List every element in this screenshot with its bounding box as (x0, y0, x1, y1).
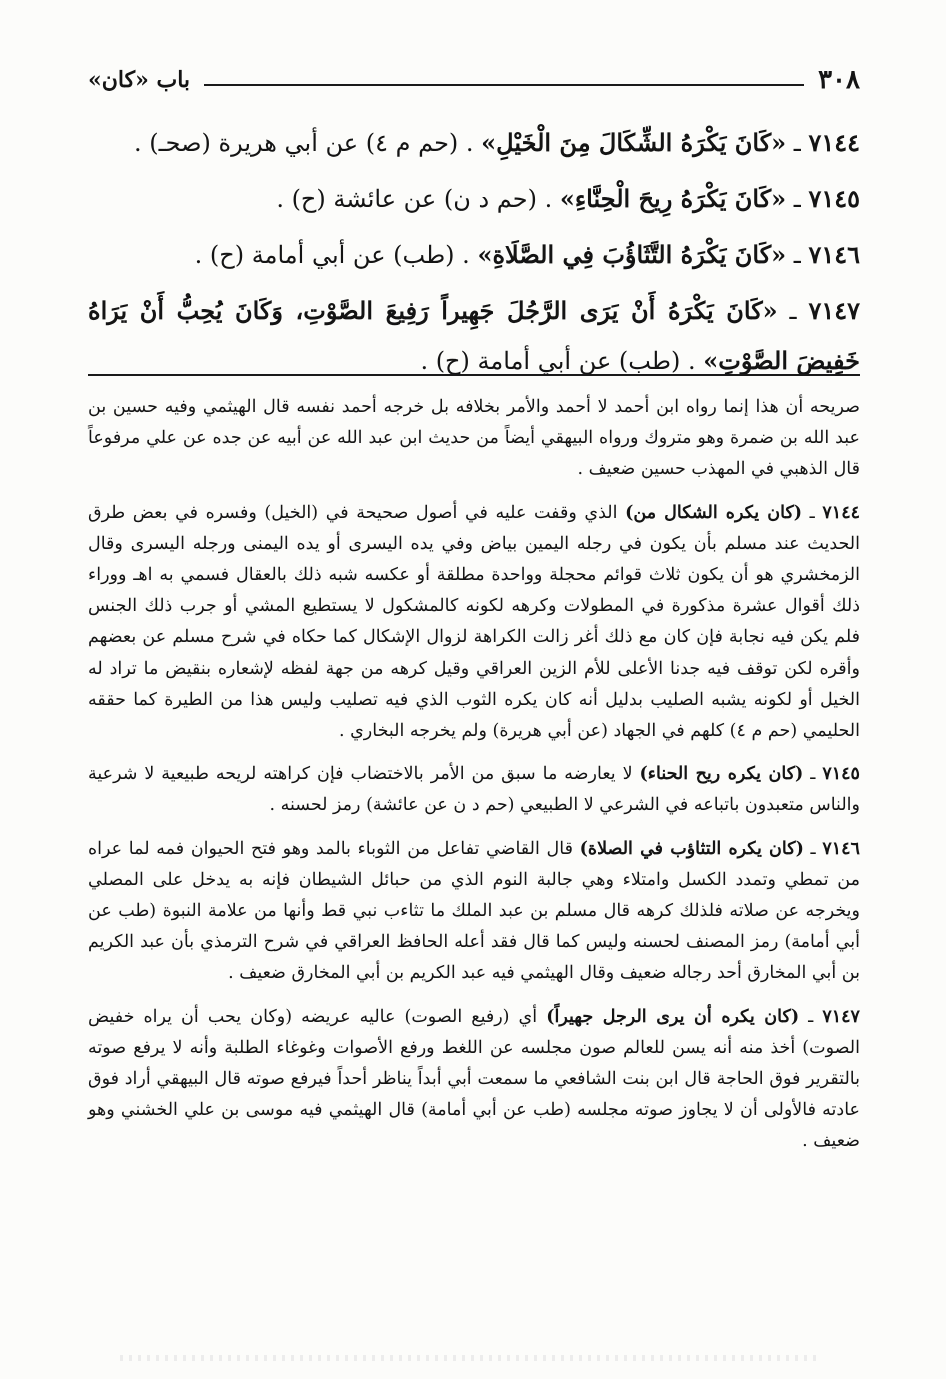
footnote-text: أي (رفيع الصوت) عاليه عريضه (وكان يحب أن يراه خفيض الصوت) أخذ منه أنه يسن للعالم صون مجلسه عن اللغط ورفع الأصوات وغوغاء الطلبة وأنه لا يرفع صوته بالتقرير فوق الحاجة قال ابن بنت الشافعي ما سمعت أبي أبداً يناظر أحداً فيرفع صوته قال البيهقي أراد فوق عادته فالأولى أن لا يجاوز صوته مجلسه (طب عن أبي أمامة) قال الهيثمي فيه موسى بن علي الخشني وهو ضعيف . (88, 1006, 860, 1152)
footnote-lemma: (كان يكره الشكال من) (625, 502, 803, 523)
hadith-number: ٧١٤٧ (808, 296, 860, 325)
page-number: ٣٠٨ (818, 65, 860, 95)
hadith-source: . (حم م ٤) عن أبي هريرة (صحـ) . (133, 129, 474, 157)
hadith-text: «كَانَ يَكْرَهُ الشِّكَالَ مِنَ الْخَيْلِ» (481, 128, 787, 157)
footnote: ٧١٤٤ ـ (كان يكره الشكال من) الذي وقفت عليه في أصول صحيحة في (الخيل) وفسره في بعض طرق الحديث عند مسلم بأن يكون في رجله اليمين بياض وفي يده اليسرى أو يده اليمنى ورجله اليسرى وقال الزمخشري هو أن يكون ثلاث قوائم محجلة وواحدة مطلقة أو عكسه شبه ذلك بالعقال فسمي به اهـ ووراء ذلك أقوال عشرة مذكورة في المطولات وكرهه لكونه كالمشكول لا يستطيع المشي أو جرب ذلك الجنس فلم يكن فيه نجابة فإن كان مع ذلك أغر زالت الكراهة لزوال الإشكال كما حكاه في شرح مسلم عن بعضهم وأقره لكن توقف فيه جدنا الأعلى للأم الزين العراقي وقيل كرهه من جهة لفظه لإشعاره بنقيض ما تراد له الخيل أو لكونه يشبه الصليب بدليل أنه كان يكره الثوب الذي فيه تصليب وليس هذا من الطيرة كما حققه الحليمي (حم م ٤) كلهم في الجهاد (عن أبي هريرة) ولم يخرجه البخاري . (88, 502, 860, 742)
hadith-list (88, 118, 860, 392)
footnote-separator (88, 374, 860, 376)
footnote-number: ٧١٤٥ (822, 764, 860, 785)
hadith-number: ٧١٤٦ (808, 240, 860, 269)
hadith-source: . (حم د ن) عن عائشة (ح) . (276, 185, 553, 213)
footnote-number: ٧١٤٤ (822, 502, 860, 523)
scan-noise-decoration (120, 1355, 820, 1361)
commentary-footnotes (88, 392, 860, 1170)
hadith-entry: ٧١٤٧ ـ «كَانَ يَكْرَهُ أَنْ يَرَى الرَّجُلَ جَهِيراً رَفِيعَ الصَّوْتِ، وَكَانَ يُحِبُّ أَنْ يَرَاهُ خَفِيضَ الصَّوْتِ» . (طب) عن أبي أمامة (ح) . (88, 296, 860, 375)
hadith-source: . (طب) عن أبي أمامة (ح) . (194, 241, 470, 269)
hadith-number: ٧١٤٤ (808, 128, 860, 157)
footnote-lemma: (كان يكره أن يرى الرجل جهيراً) (546, 1006, 800, 1027)
footnote-continuation (88, 392, 860, 486)
footnote-text: قال القاضي تفاعل من الثوباء بالمد وهو فتح الحيوان فمه لما عراه من تمطي وتمدد الكسل وامتلاء وهي جالبة النوم الذي من حبائل الشيطان فإنه به يدخل على المصلي ويخرجه عن صلاته فلذلك كرهه قال مسلم بن عبد الملك ما تثاءب نبي قط وأنها من علامة النبوة (طب عن أبي أمامة) رمز المصنف لحسنه وليس كما قال فقد أعله الحافظ العراقي في شرح الترمذي بأن عبد الكريم بن أبي المخارق أحد رجاله ضعيف وقال الهيثمي فيه عبد الكريم بن أبي المخارق ضعيف . (88, 838, 860, 984)
footnote: ٧١٤٥ ـ (كان يكره ريح الحناء) لا يعارضه ما سبق من الأمر بالاختضاب فإن كراهته لريحه طبيعية لا شرعية والناس متعبدون باتباعه في الشرعي لا الطبيعي (حم د ن عن عائشة) رمز لحسنه . (88, 764, 860, 816)
hadith-entry: ٧١٤٦ ـ «كَانَ يَكْرَهُ التَّثَاؤُبَ فِي الصَّلَاةِ» . (طب) عن أبي أمامة (ح) . (194, 240, 860, 269)
header-rule (204, 84, 804, 86)
page-header (88, 60, 860, 100)
hadith-text: «كَانَ يَكْرَهُ رِيحَ الْحِنَّاءِ» (559, 184, 787, 213)
chapter-title: باب «كان» (88, 67, 191, 93)
hadith-number: ٧١٤٥ (808, 184, 860, 213)
hadith-entry: ٧١٤٥ ـ «كَانَ يَكْرَهُ رِيحَ الْحِنَّاءِ» . (حم د ن) عن عائشة (ح) . (276, 184, 860, 213)
footnote-number: ٧١٤٦ (822, 838, 860, 859)
footnote: ٧١٤٦ ـ (كان يكره التثاؤب في الصلاة) قال القاضي تفاعل من الثوباء بالمد وهو فتح الحيوان فمه لما عراه من تمطي وتمدد الكسل وامتلاء وهي جالبة النوم الذي من حبائل الشيطان فإنه به يدخل على المصلي ويخرجه عن صلاته فلذلك كرهه قال مسلم بن عبد الملك ما تثاءب نبي قط وأنها من علامة النبوة (طب عن أبي أمامة) رمز المصنف لحسنه وليس كما قال فقد أعله الحافظ العراقي في شرح الترمذي بأن عبد الكريم بن أبي المخارق أحد رجاله ضعيف وقال الهيثمي فيه عبد الكريم بن أبي المخارق ضعيف . (88, 838, 860, 984)
hadith-text: «كَانَ يَكْرَهُ أَنْ يَرَى الرَّجُلَ جَهِيراً رَفِيعَ الصَّوْتِ، وَكَانَ يُحِبُّ أَنْ يَرَاهُ خَفِيضَ الصَّوْتِ» (88, 296, 860, 375)
footnote-number: ٧١٤٧ (822, 1006, 860, 1027)
hadith-source: . (طب) عن أبي أمامة (ح) . (420, 347, 696, 375)
footnote-lemma: (كان يكره ريح الحناء) (639, 764, 804, 785)
footnote-text: الذي وقفت عليه في أصول صحيحة في (الخيل) وفسره في بعض طرق الحديث عند مسلم بأن يكون في رجله اليمين بياض وفي يده اليسرى أو يده اليمنى ورجله اليسرى وقال الزمخشري هو أن يكون ثلاث قوائم محجلة وواحدة مطلقة أو عكسه شبه ذلك بالعقال فسمي به اهـ ووراء ذلك أقوال عشرة مذكورة في المطولات وكرهه لكونه كالمشكول لا يستطيع المشي أو جرب ذلك الجنس فلم يكن فيه نجابة فإن كان مع ذلك أغر زالت الكراهة لزوال الإشكال كما حكاه في شرح مسلم عن بعضهم وأقره لكن توقف فيه جدنا الأعلى للأم الزين العراقي وقيل كرهه من جهة لفظه لإشعاره بنقيض ما تراد له الخيل أو لكونه يشبه الصليب بدليل أنه كان يكره الثوب الذي فيه تصليب وليس هذا من الطيرة كما حققه الحليمي (حم م ٤) كلهم في الجهاد (عن أبي هريرة) ولم يخرجه البخاري . (88, 502, 860, 742)
footnote-text: لا يعارضه ما سبق من الأمر بالاختضاب فإن كراهته لريحه طبيعية لا شرعية والناس متعبدون باتباعه في الشرعي لا الطبيعي (حم د ن عن عائشة) رمز لحسنه . (88, 764, 860, 816)
hadith-entry: ٧١٤٤ ـ «كَانَ يَكْرَهُ الشِّكَالَ مِنَ الْخَيْلِ» . (حم م ٤) عن أبي هريرة (صحـ) . (133, 128, 860, 157)
footnote-lemma: (كان يكره التثاؤب في الصلاة) (579, 838, 804, 859)
footnote: ٧١٤٧ ـ (كان يكره أن يرى الرجل جهيراً) أي (رفيع الصوت) عاليه عريضه (وكان يحب أن يراه خفيض الصوت) أخذ منه أنه يسن للعالم صون مجلسه عن اللغط ورفع الأصوات وغوغاء الطلبة وأنه لا يرفع صوته بالتقرير فوق الحاجة قال ابن بنت الشافعي ما سمعت أبي أبداً يناظر أحداً فيرفع صوته قال البيهقي أراد فوق عادته فالأولى أن لا يجاوز صوته مجلسه (طب عن أبي أمامة) قال الهيثمي فيه موسى بن علي الخشني وهو ضعيف . (88, 1006, 860, 1152)
hadith-text: «كَانَ يَكْرَهُ التَّثَاؤُبَ فِي الصَّلَاةِ» (477, 240, 787, 269)
footnote-text: صريحه أن هذا إنما رواه ابن أحمد لا أحمد والأمر بخلافه بل خرجه أحمد نفسه قال الهيثمي وفيه حسين بن عبد الله بن ضمرة وهو متروك ورواه البيهقي أيضاً من حديث ابن عبد الله عن أبيه عن جده عن علي مرفوعاً قال الذهبي في المهذب حسين ضعيف . (88, 397, 860, 480)
